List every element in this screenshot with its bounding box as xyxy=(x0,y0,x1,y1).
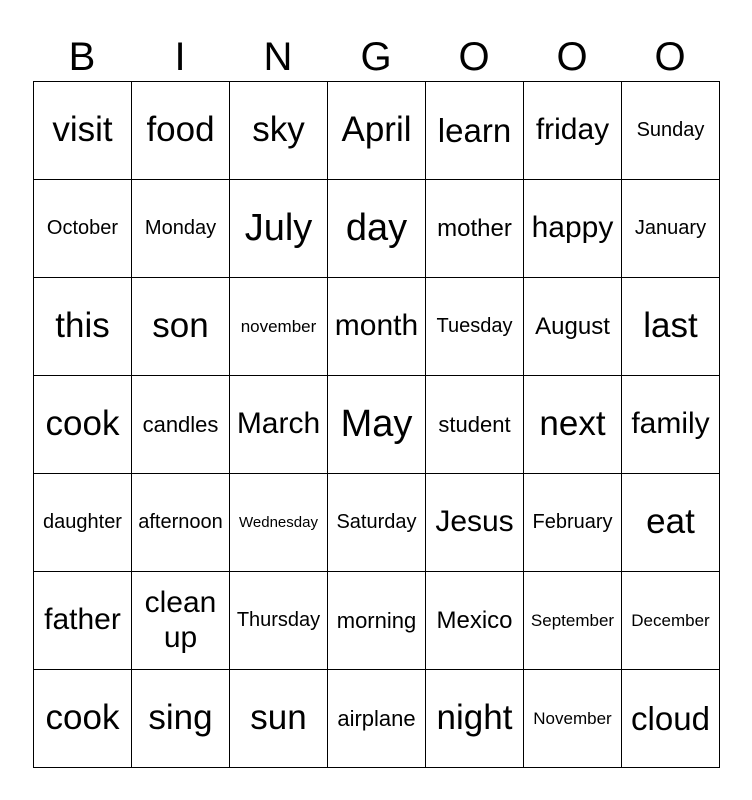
header-letter: O xyxy=(458,35,490,79)
bingo-cell[interactable]: night xyxy=(426,670,524,768)
bingo-cell[interactable]: February xyxy=(524,474,622,572)
bingo-cell[interactable]: student xyxy=(426,376,524,474)
bingo-board xyxy=(33,81,720,768)
bingo-cell[interactable]: son xyxy=(132,278,230,376)
bingo-cell[interactable]: Sunday xyxy=(622,82,720,180)
bingo-cell[interactable]: October xyxy=(34,180,132,278)
bingo-cell[interactable]: cook xyxy=(34,670,132,768)
bingo-cell[interactable]: Saturday xyxy=(328,474,426,572)
bingo-cell[interactable]: family xyxy=(622,376,720,474)
bingo-cell[interactable]: March xyxy=(230,376,328,474)
bingo-cell[interactable]: July xyxy=(230,180,328,278)
bingo-cell[interactable]: food xyxy=(132,82,230,180)
bingo-cell[interactable]: next xyxy=(524,376,622,474)
bingo-cell[interactable]: afternoon xyxy=(132,474,230,572)
header-letter: N xyxy=(263,35,293,79)
bingo-cell[interactable]: morning xyxy=(328,572,426,670)
bingo-cell[interactable]: cook xyxy=(34,376,132,474)
bingo-cell[interactable]: airplane xyxy=(328,670,426,768)
bingo-cell[interactable]: Thursday xyxy=(230,572,328,670)
bingo-cell[interactable]: eat xyxy=(622,474,720,572)
bingo-cell[interactable]: sing xyxy=(132,670,230,768)
bingo-cell[interactable]: cloud xyxy=(622,670,720,768)
bingo-cell[interactable]: September xyxy=(524,572,622,670)
header-letter: B xyxy=(68,35,96,79)
header-letter: I xyxy=(174,35,186,79)
bingo-cell[interactable]: candles xyxy=(132,376,230,474)
header-letter: O xyxy=(556,35,588,79)
bingo-cell[interactable]: April xyxy=(328,82,426,180)
bingo-cell[interactable]: Monday xyxy=(132,180,230,278)
bingo-cell[interactable]: day xyxy=(328,180,426,278)
bingo-cell[interactable]: May xyxy=(328,376,426,474)
bingo-cell[interactable]: daughter xyxy=(34,474,132,572)
bingo-cell[interactable]: this xyxy=(34,278,132,376)
bingo-cell[interactable]: Wednesday xyxy=(230,474,328,572)
header-letter: G xyxy=(360,35,392,79)
bingo-cell[interactable]: last xyxy=(622,278,720,376)
bingo-cell[interactable]: Mexico xyxy=(426,572,524,670)
bingo-cell[interactable]: father xyxy=(34,572,132,670)
bingo-cell[interactable]: August xyxy=(524,278,622,376)
bingo-cell[interactable]: happy xyxy=(524,180,622,278)
bingo-cell[interactable]: learn xyxy=(426,82,524,180)
bingo-cell[interactable]: month xyxy=(328,278,426,376)
header-letter: O xyxy=(654,35,686,79)
bingo-cell[interactable]: friday xyxy=(524,82,622,180)
bingo-cell[interactable]: clean up xyxy=(132,572,230,670)
bingo-cell[interactable]: December xyxy=(622,572,720,670)
bingo-cell[interactable]: november xyxy=(230,278,328,376)
bingo-header xyxy=(33,33,719,81)
bingo-cell[interactable]: Tuesday xyxy=(426,278,524,376)
bingo-cell[interactable]: Jesus xyxy=(426,474,524,572)
bingo-cell[interactable]: sun xyxy=(230,670,328,768)
bingo-cell[interactable]: November xyxy=(524,670,622,768)
bingo-cell[interactable]: mother xyxy=(426,180,524,278)
bingo-cell[interactable]: sky xyxy=(230,82,328,180)
bingo-cell[interactable]: visit xyxy=(34,82,132,180)
bingo-cell[interactable]: January xyxy=(622,180,720,278)
